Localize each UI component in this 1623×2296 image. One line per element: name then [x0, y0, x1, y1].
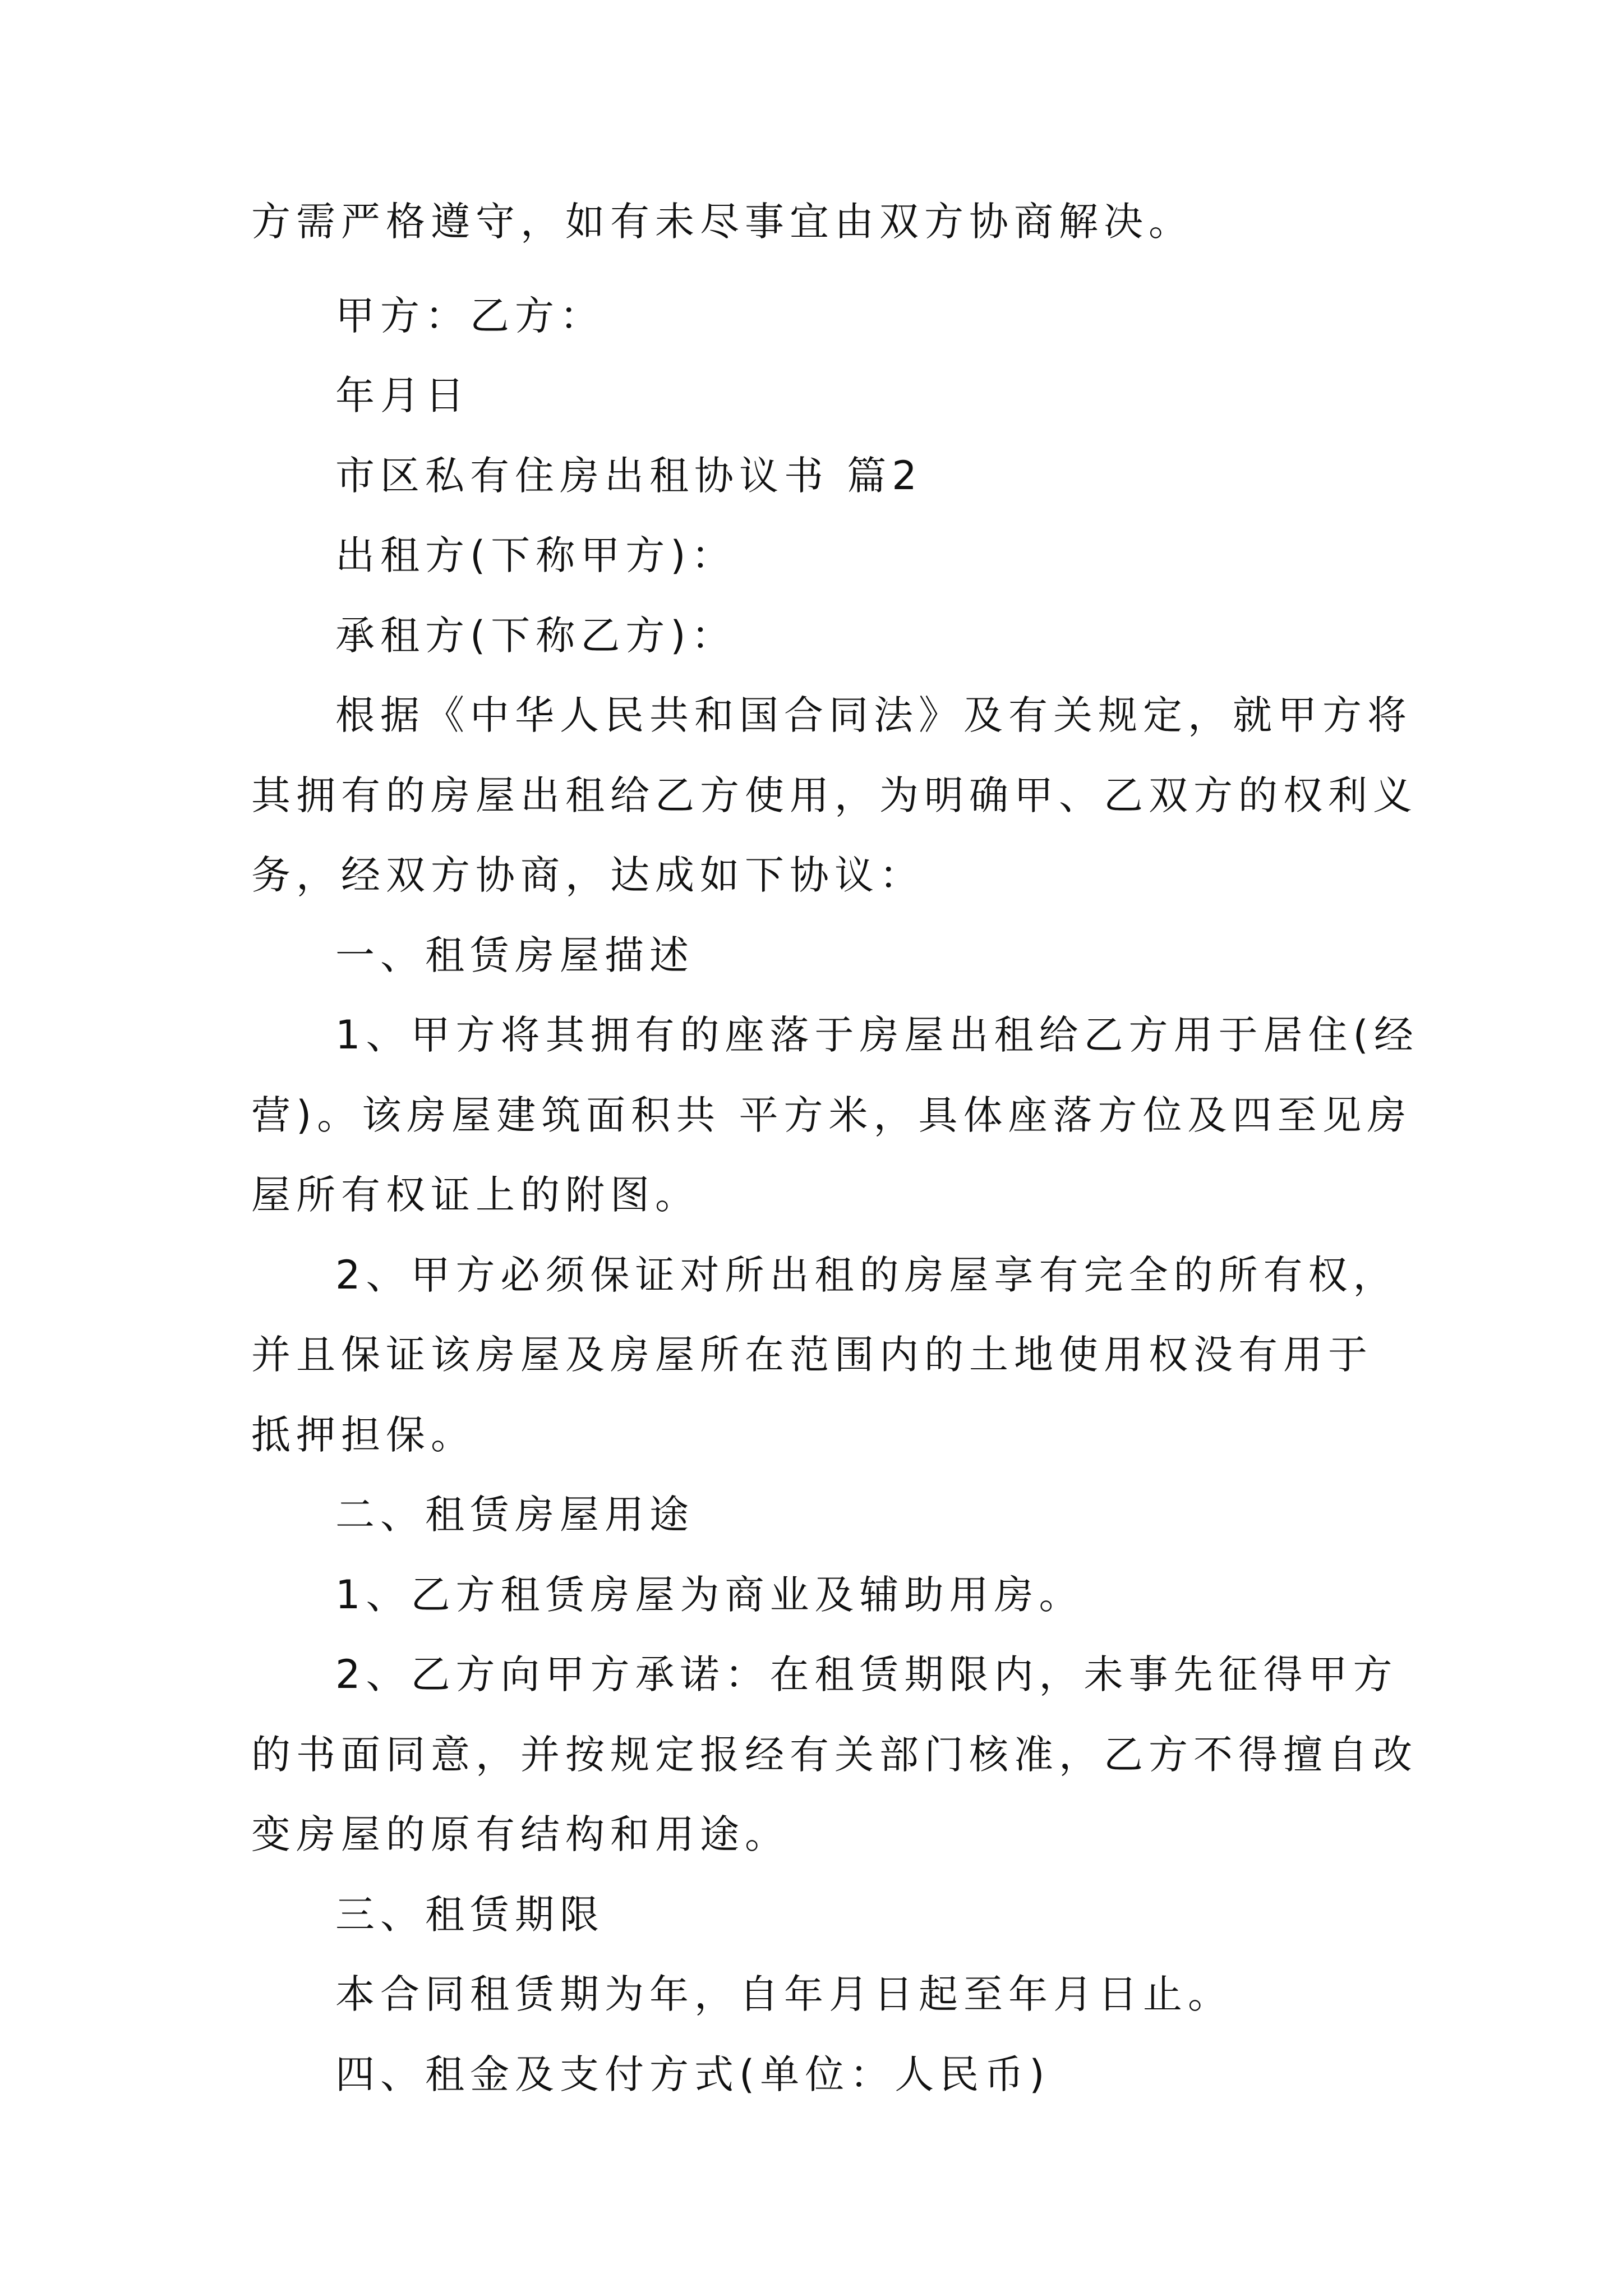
- text-line: 务，经双方协商，达成如下协议：: [251, 852, 924, 898]
- date-line: 年月日: [335, 372, 470, 418]
- text-line: 变房屋的原有结构和用途。: [251, 1811, 790, 1857]
- text-line: 方需严格遵守，如有未尽事宜由双方协商解决。: [251, 199, 1193, 245]
- text-line: 的书面同意，并按规定报经有关部门核准，乙方不得擅自改: [251, 1732, 1418, 1778]
- text-line: 本合同租赁期为年，自年月日起至年月日止。: [335, 1971, 1233, 2017]
- section-heading: 一、租赁房屋描述: [335, 932, 694, 978]
- section-title: 市区私有住房出租协议书 篇2: [335, 453, 923, 499]
- lessor-line: 出租方(下称甲方)：: [335, 532, 736, 578]
- text-line: 并且保证该房屋及房屋所在范围内的土地使用权没有用于: [251, 1332, 1373, 1378]
- text-line: 抵押担保。: [251, 1412, 476, 1458]
- text-line: 1、乙方租赁房屋为商业及辅助用房。: [335, 1572, 1084, 1618]
- signature-parties-line: 甲方：乙方：: [335, 293, 605, 339]
- text-line: 1、甲方将其拥有的座落于房屋出租给乙方用于居住(经: [335, 1012, 1419, 1058]
- section-heading: 二、租赁房屋用途: [335, 1492, 694, 1538]
- section-heading: 四、租金及支付方式(单位：人民币): [335, 2051, 1050, 2097]
- text-line: 屋所有权证上的附图。: [251, 1172, 700, 1218]
- section-heading: 三、租赁期限: [335, 1892, 605, 1938]
- lessee-line: 承租方(下称乙方)：: [335, 613, 736, 659]
- text-line: 营)。该房屋建筑面积共 平方米，具体座落方位及四至见房: [251, 1092, 1412, 1138]
- text-line: 根据《中华人民共和国合同法》及有关规定，就甲方将: [335, 692, 1412, 738]
- text-line: 2、甲方必须保证对所出租的房屋享有完全的所有权，: [335, 1252, 1398, 1298]
- text-line: 其拥有的房屋出租给乙方使用，为明确甲、乙双方的权利义: [251, 772, 1418, 818]
- text-line: 2、乙方向甲方承诺：在租赁期限内，未事先征得甲方: [335, 1651, 1398, 1697]
